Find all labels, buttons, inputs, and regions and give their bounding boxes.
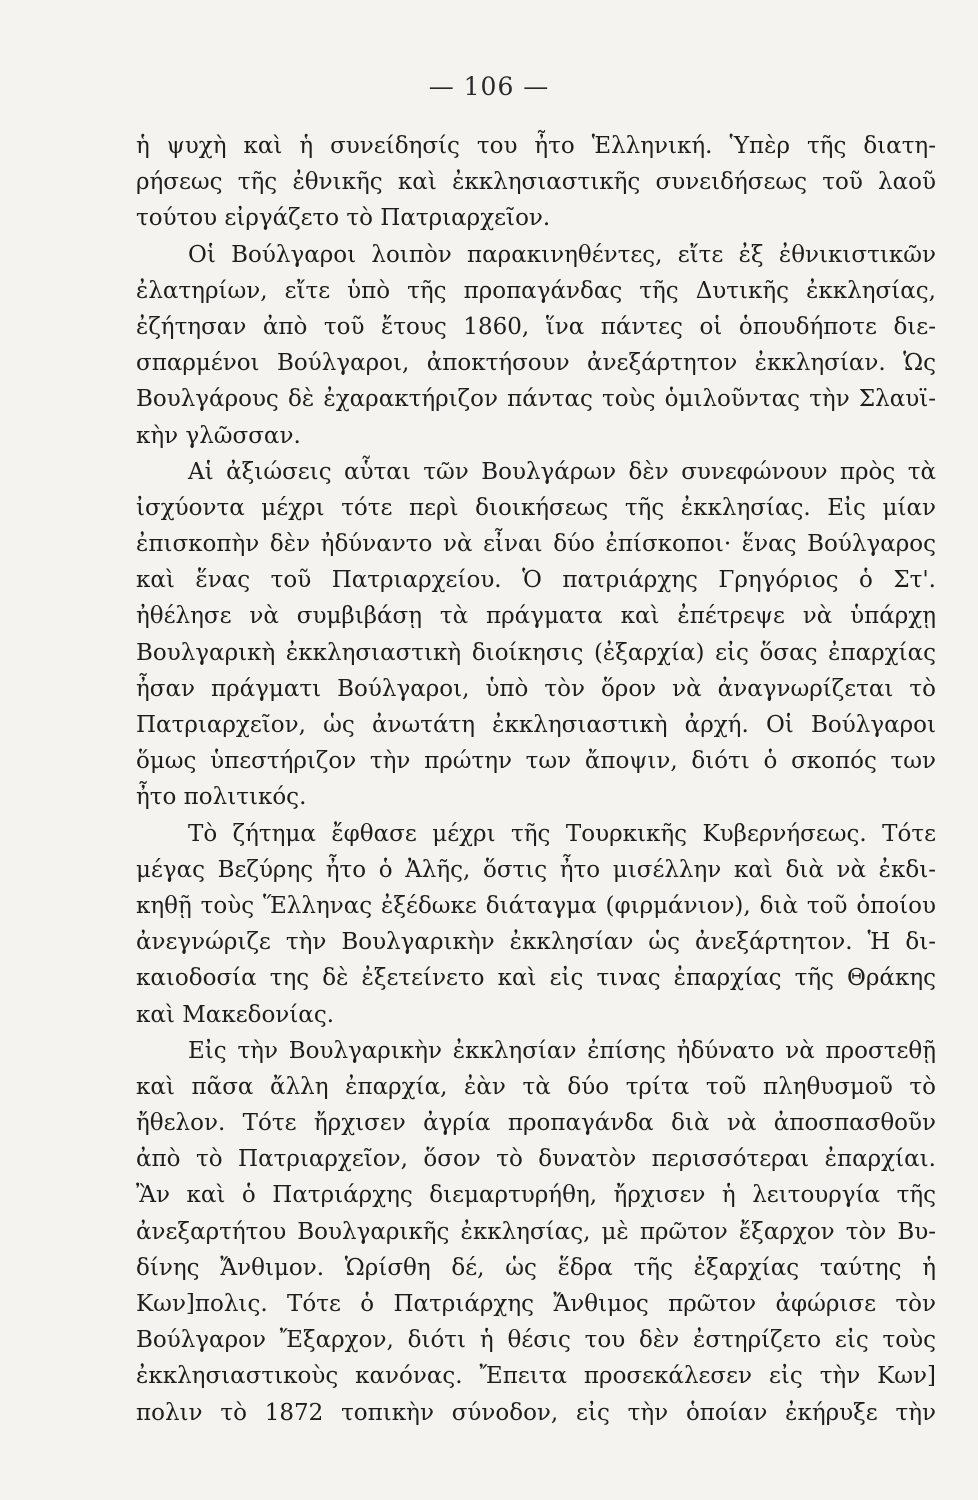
paragraph <box>136 128 936 237</box>
text-line: κὴν γλῶσσαν. <box>136 422 301 449</box>
text-line: Οἱ Βούλγαροι λοιπὸν παρακινηθέντες, εἴτε ἐξ ἐθνικιστικῶν <box>188 241 936 268</box>
text-line: Αἱ ἀξιώσεις αὗται τῶν Βουλγάρων δὲν συνεφώνουν πρὸς τὰ <box>188 458 936 485</box>
text-line: ὅμως ὑπεστήριζον τὴν πρώτην των ἄποψιν, διότι ὁ σκοπός των <box>136 748 936 775</box>
text-line: ἦτο πολιτικός. <box>136 784 307 811</box>
text-line: Εἰς τὴν Βουλγαρικὴν ἐκκλησίαν ἐπίσης ἠδύνατο νὰ προστεθῇ <box>188 1037 936 1064</box>
text-line: ἐπισκοπὴν δὲν ἠδύναντο νὰ εἶναι δύο ἐπίσκοποι· ἕνας Βούλγαρος <box>136 531 936 558</box>
text-line: ἐκκλησιαστικοὺς κανόνας. Ἔπειτα προσεκάλεσεν εἰς τὴν Κων] <box>136 1363 936 1390</box>
text-line: πολιν τὸ 1872 τοπικὴν σύνοδον, εἰς τὴν ὁποίαν ἐκήρυξε τὴν <box>136 1399 936 1426</box>
text-line: καιοδοσία της δὲ ἐξετείνετο καὶ εἰς τινας ἐπαρχίας τῆς Θράκης <box>136 965 936 992</box>
text-line: ἠθέλησε νὰ συμβιβάσῃ τὰ πράγματα καὶ ἐπέτρεψε νὰ ὑπάρχῃ <box>136 603 936 630</box>
text-line: μέγας Βεζύρης ἦτο ὁ Ἀλῆς, ὅστις ἦτο μισέλλην καὶ διὰ νὰ ἐκδι- <box>136 856 936 883</box>
text-line: Βουλγάρους δὲ ἐχαρακτήριζον πάντας τοὺς ὁμιλοῦντας τὴν Σλαυϊ- <box>136 386 936 413</box>
text-line: Ἂν καὶ ὁ Πατριάρχης διεμαρτυρήθη, ἤρχισεν ἡ λειτουργία τῆς <box>136 1182 936 1209</box>
text-line: καὶ πᾶσα ἄλλη ἐπαρχία, ἐὰν τὰ δύο τρίτα τοῦ πληθυσμοῦ τὸ <box>136 1073 936 1100</box>
paragraph <box>136 237 936 454</box>
text-line: καὶ ἕνας τοῦ Πατριαρχείου. Ὁ πατριάρχης Γρηγόριος ὁ Στ'. <box>136 567 936 594</box>
text-line: Βουλγαρικὴ ἐκκλησιαστικὴ διοίκησις (ἐξαρχία) εἰς ὅσας ἐπαρχίας <box>136 639 936 666</box>
text-line: τούτου εἰργάζετο τὸ Πατριαρχεῖον. <box>136 205 551 232</box>
text-line: ἀπὸ τὸ Πατριαρχεῖον, ὅσον τὸ δυνατὸν περισσότεραι ἐπαρχίαι. <box>136 1146 936 1173</box>
text-line: ρήσεως τῆς ἐθνικῆς καὶ ἐκκλησιαστικῆς συνειδήσεως τοῦ λαοῦ <box>136 169 936 196</box>
page-number: — 106 — <box>428 72 550 101</box>
text-line: ἀνεξαρτήτου Βουλγαρικῆς ἐκκλησίας, μὲ πρῶτον ἔξαρχον τὸν Βυ- <box>136 1218 936 1245</box>
paragraph <box>136 816 936 1033</box>
text-line: καὶ Μακεδονίας. <box>136 1001 335 1028</box>
text-line: ἰσχύοντα μέχρι τότε περὶ διοικήσεως τῆς ἐκκλησίας. Εἰς μίαν <box>136 494 936 521</box>
paragraph <box>136 454 936 816</box>
text-line: δίνης Ἄνθιμον. Ὡρίσθη δέ, ὡς ἕδρα τῆς ἐξαρχίας ταύτης ἡ <box>136 1254 936 1281</box>
text-line: κηθῇ τοὺς Ἕλληνας ἐξέδωκε διάταγμα (φιρμάνιον), διὰ τοῦ ὁποίου <box>136 892 936 919</box>
text-line: Κων]πολις. Τότε ὁ Πατριάρχης Ἄνθιμος πρῶτον ἀφώρισε τὸν <box>136 1291 936 1317</box>
body-text <box>136 128 936 1431</box>
text-line: ἀνεγνώριζε τὴν Βουλγαρικὴν ἐκκλησίαν ὡς ἀνεξάρτητον. Ἡ δι- <box>136 929 936 956</box>
text-line: Βούλγαρον Ἔξαρχον, διότι ἡ θέσις του δὲν ἐστηρίζετο εἰς τοὺς <box>136 1327 936 1354</box>
text-line: ἦσαν πράγματι Βούλγαροι, ὑπὸ τὸν ὅρον νὰ ἀναγνωρίζεται τὸ <box>136 675 936 702</box>
paragraph <box>136 1033 936 1431</box>
text-line: ἐλατηρίων, εἴτε ὑπὸ τῆς προπαγάνδας τῆς Δυτικῆς ἐκκλησίας, <box>136 277 936 304</box>
text-line: ἐζήτησαν ἀπὸ τοῦ ἔτους 1860, ἵνα πάντες οἱ ὁπουδήποτε διε- <box>136 313 936 340</box>
text-line: Πατριαρχεῖον, ὡς ἀνωτάτη ἐκκλησιαστικὴ ἀρχή. Οἱ Βούλγαροι <box>136 712 936 738</box>
text-line: Τὸ ζήτημα ἔφθασε μέχρι τῆς Τουρκικῆς Κυβερνήσεως. Τότε <box>188 820 936 847</box>
text-line: ἤθελον. Τότε ἤρχισεν ἀγρία προπαγάνδα διὰ νὰ ἀποσπασθοῦν <box>136 1110 936 1137</box>
text-line: ἡ ψυχὴ καὶ ἡ συνείδησίς του ἦτο Ἑλληνική. Ὑπὲρ τῆς διατη- <box>136 133 936 159</box>
text-line: σπαρμένοι Βούλγαροι, ἀποκτήσουν ἀνεξάρτητον ἐκκλησίαν. Ὡς <box>136 350 936 377</box>
